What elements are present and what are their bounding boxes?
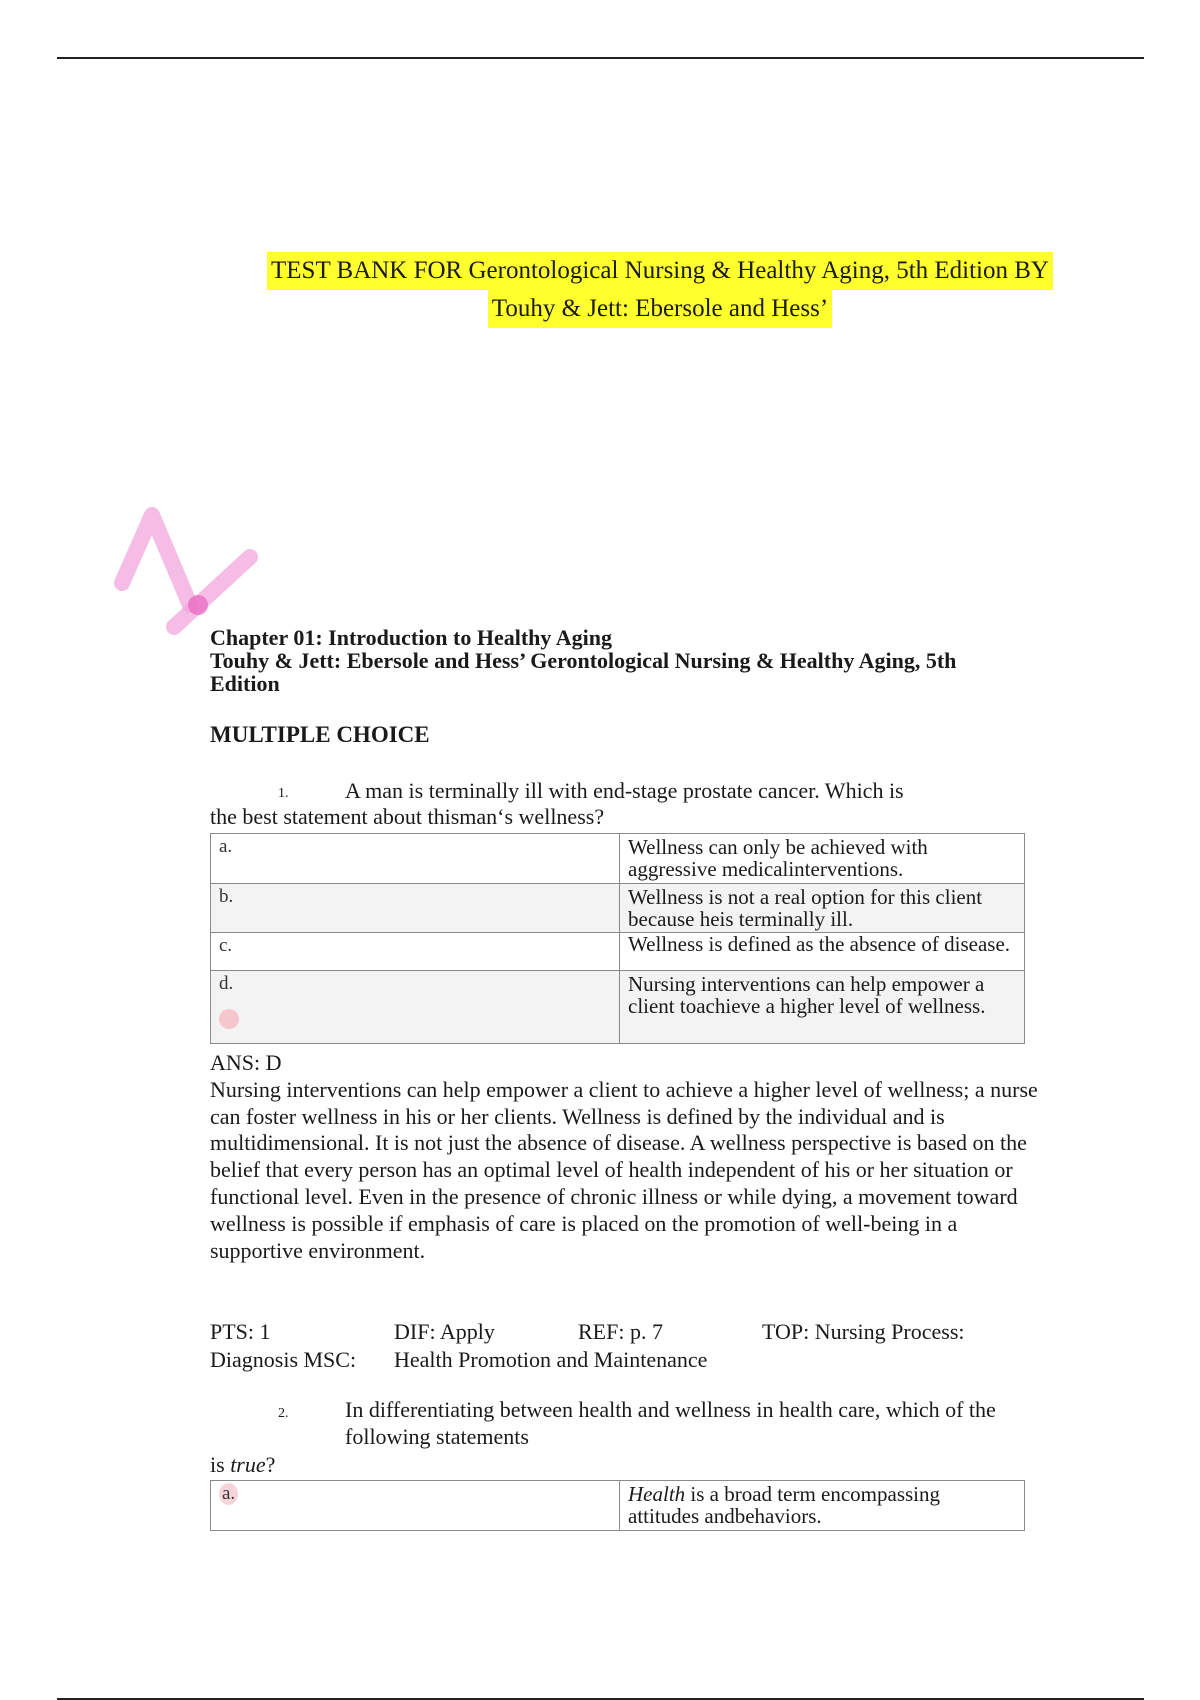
question-1-number: 1. xyxy=(278,786,289,801)
question-2-stem-tail xyxy=(210,1451,275,1478)
meta-diagnosis: Diagnosis MSC: xyxy=(210,1347,357,1372)
option-row[interactable] xyxy=(211,933,1025,971)
chapter-title: Chapter 01: Introduction to Healthy Aging xyxy=(210,625,612,650)
question-2-stem-line1: In differentiating between health and wellness in health care, which of the xyxy=(345,1397,996,1422)
question-2-options xyxy=(210,1480,1025,1531)
option-text: Wellness is not a real option for this client because heis terminally ill. xyxy=(620,884,1025,933)
question-1-stem-line2: the best statement about thisman‘s wellness? xyxy=(210,804,605,829)
question-1-stem-line1: A man is terminally ill with end-stage prostate cancer. Which is xyxy=(345,778,904,803)
option-label: b. xyxy=(211,884,620,933)
book-title: Touhy & Jett: Ebersole and Hess’ Gerontological Nursing & Healthy Aging, 5th xyxy=(210,648,957,673)
meta-msc: Health Promotion and Maintenance xyxy=(394,1347,708,1372)
meta-ref: REF: p. 7 xyxy=(578,1319,663,1344)
option-row[interactable] xyxy=(211,834,1025,884)
meta-dif: DIF: Apply xyxy=(394,1319,495,1344)
title-line-2: Touhy & Jett: Ebersole and Hess’ xyxy=(488,290,832,328)
option-label: c. xyxy=(211,933,620,971)
option-label-cell xyxy=(211,1481,620,1531)
book-title-cont: Edition xyxy=(210,671,280,696)
question-2-stem xyxy=(345,1396,1105,1450)
option-text-emphasis: Health xyxy=(628,1482,686,1506)
option-text: Wellness can only be achieved with aggressive medicalinterventions. xyxy=(620,834,1025,884)
title-line-1: TEST BANK FOR Gerontological Nursing & Healthy Aging, 5th Edition BY xyxy=(267,252,1053,290)
top-rule xyxy=(57,57,1144,59)
pink-check-scribble xyxy=(100,495,260,645)
document-title xyxy=(210,252,1110,328)
meta-pts: PTS: 1 xyxy=(210,1319,271,1344)
meta-top: TOP: Nursing Process: xyxy=(762,1319,965,1344)
stem-tail-end: ? xyxy=(265,1452,276,1477)
option-text-rest: is a broad term encompassing attitudes andbehaviors. xyxy=(628,1482,941,1528)
question-1-options xyxy=(210,833,1025,1044)
section-heading: MULTIPLE CHOICE xyxy=(210,722,430,747)
option-text: Wellness is defined as the absence of disease. xyxy=(620,933,1025,971)
answer-rationale: Nursing interventions can help empower a client to achieve a higher level of wellness; a nurse can foster wellness in his or her clients. Wellness is defined by the individual and is multidimensional. It is not just the absence of disease. A wellness perspective is based on the belief that every person has an optimal level of health independent of his or her situation or functional level. Even in the presence of chronic illness or while dying, a movement toward wellness is possible if emphasis of care is placed on the promotion of well-being in a supportive environment. xyxy=(210,1076,1038,1263)
question-2-number: 2. xyxy=(278,1406,289,1421)
option-text xyxy=(620,1481,1025,1531)
option-row[interactable] xyxy=(211,884,1025,933)
chapter-heading xyxy=(210,626,1070,695)
answer-block xyxy=(210,1050,1040,1264)
pink-dot-mark xyxy=(219,1009,239,1029)
option-label: a. xyxy=(211,834,620,884)
answer-key: ANS: D xyxy=(210,1050,282,1075)
stem-tail: is xyxy=(210,1452,225,1477)
option-label-with-mark xyxy=(211,971,620,1044)
option-row[interactable] xyxy=(211,971,1025,1044)
option-text: Nursing interventions can help empower a client toachieve a higher level of wellness. xyxy=(620,971,1025,1044)
stem-tail-emphasis: true xyxy=(230,1452,266,1477)
option-label: d. xyxy=(219,973,234,994)
option-row[interactable] xyxy=(211,1481,1025,1531)
question-2-stem-line2: following statements xyxy=(345,1424,529,1449)
option-label: a. xyxy=(219,1483,238,1505)
